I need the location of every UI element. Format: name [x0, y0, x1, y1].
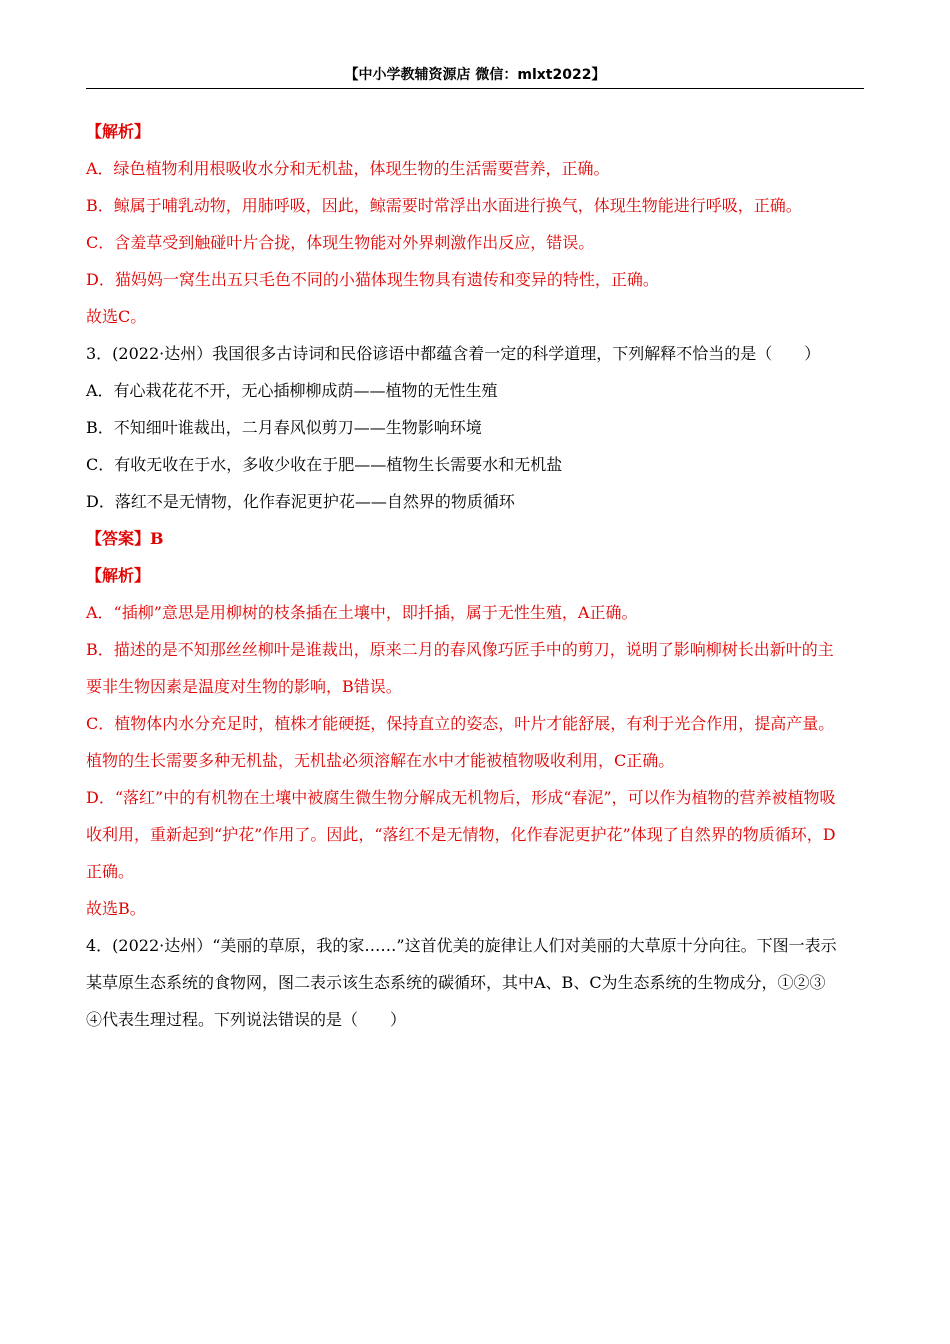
analysis-line: 收利用，重新起到“护花”作用了。因此，“落红不是无情物，化作春泥更护花”体现了自然界的物质循环，D: [86, 825, 836, 844]
analysis-line: B．描述的是不知那丝丝柳叶是谁裁出，原来二月的春风像巧匠手中的剪刀，说明了影响柳树长出新叶的主: [86, 640, 834, 659]
analysis-line: A．“插柳”意思是用柳树的枝条插在土壤中，即扦插，属于无性生殖，A正确。: [86, 603, 638, 622]
question-stem: 4．(2022·达州）“美丽的草原，我的家……”这首优美的旋律让人们对美丽的大草原十分向往。下图一表示: [86, 936, 837, 955]
question-stem: 3．(2022·达州）我国很多古诗词和民俗谚语中都蕴含着一定的科学道理，下列解释不恰当的是（ ）: [86, 344, 821, 363]
document-body: [86, 113, 866, 1038]
analysis-tag: 【解析】: [86, 122, 151, 141]
analysis-line: D．猫妈妈一窝生出五只毛色不同的小猫体现生物具有遗传和变异的特性，正确。: [86, 270, 659, 289]
question-stem: 某草原生态系统的食物网，图二表示该生态系统的碳循环，其中A、B、C为生态系统的生物成分，①②③: [86, 973, 826, 992]
page-header: 【中小学教辅资源店 微信：mlxt2022】: [86, 64, 864, 89]
question-option: D．落红不是无情物，化作春泥更护花——自然界的物质循环: [86, 492, 515, 511]
analysis-line: 正确。: [86, 862, 135, 881]
answer-tag: 【答案】B: [86, 529, 164, 548]
question-stem: ④代表生理过程。下列说法错误的是（ ）: [86, 1010, 407, 1029]
analysis-line: B．鲸属于哺乳动物，用肺呼吸，因此，鲸需要时常浮出水面进行换气，体现生物能进行呼吸，正确。: [86, 196, 802, 215]
analysis-line: C．植物体内水分充足时，植株才能硬挺，保持直立的姿态，叶片才能舒展，有利于光合作用，提高产量。: [86, 714, 835, 733]
analysis-conclusion: 故选C。: [86, 307, 147, 326]
analysis-conclusion: 故选B。: [86, 899, 146, 918]
analysis-line: 植物的生长需要多种无机盐，无机盐必须溶解在水中才能被植物吸收利用，C正确。: [86, 751, 675, 770]
analysis-tag: 【解析】: [86, 566, 151, 585]
analysis-line: 要非生物因素是温度对生物的影响，B错误。: [86, 677, 402, 696]
question-option: A．有心栽花花不开，无心插柳柳成荫——植物的无性生殖: [86, 381, 498, 400]
analysis-line: C．含羞草受到触碰叶片合拢，体现生物能对外界刺激作出反应，错误。: [86, 233, 595, 252]
analysis-line: A．绿色植物利用根吸收水分和无机盐，体现生物的生活需要营养，正确。: [86, 159, 610, 178]
question-option: C．有收无收在于水，多收少收在于肥——植物生长需要水和无机盐: [86, 455, 563, 474]
analysis-line: D．“落红”中的有机物在土壤中被腐生微生物分解成无机物后，形成“春泥”，可以作为植物的营养被植物吸: [86, 788, 836, 807]
question-option: B．不知细叶谁裁出，二月春风似剪刀——生物影响环境: [86, 418, 482, 437]
